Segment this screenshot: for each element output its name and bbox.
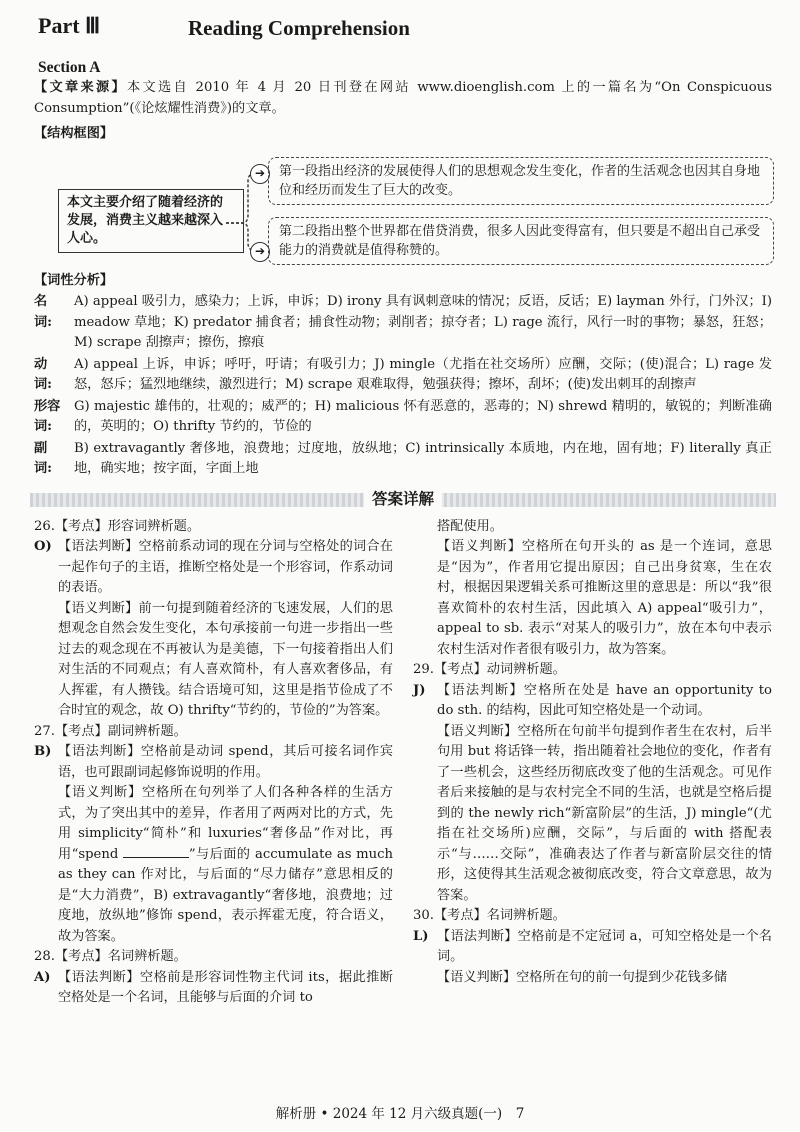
answer-blank xyxy=(123,845,189,858)
semantic-text: 【语义判断】空格所在句列举了人们各种各样的生活方式，为了突出其中的差异，作者用了两两对比的方式，先用 simplicity“简朴”和 luxuries“奢侈品”作对比，再用“spend xyxy=(58,785,393,862)
structure-tag: 【结构框图】 xyxy=(34,126,114,141)
structure-main-box: 本文主要介绍了随着经济的发展，消费主义越来越深入人心。 xyxy=(58,189,244,253)
pos-text: G) majestic 雄伟的，壮观的；威严的；H) malicious 怀有恶意的，恶毒的；N) shrewd 精明的，敏锐的；判断准确的，英明的；O) thrifty 节约的，节俭的 xyxy=(74,398,772,434)
pos-text: B) extravagantly 奢侈地，浪费地；过度地，放纵地；C) intrinsically 本质地，内在地，固有地；F) literally 真正地，确实地；按字面，字面上地 xyxy=(74,440,772,476)
q27-semantic xyxy=(34,783,393,947)
pos-adverb xyxy=(34,439,772,480)
q27-grammar xyxy=(34,742,393,783)
pos-label: 名 词: xyxy=(34,294,61,330)
part-title: Reading Comprehension xyxy=(188,16,410,40)
grammar-text: 【语法判断】空格所在处是 have an opportunity to do sth. 的结构，因此可知空格处是一个动词。 xyxy=(437,682,772,718)
q26-heading: 26.【考点】形容词辨析题。 xyxy=(34,518,201,534)
article-source xyxy=(34,78,772,119)
part-label: Part Ⅲ xyxy=(38,13,101,38)
answer-letter: L) xyxy=(413,928,429,944)
q29-grammar xyxy=(413,681,772,722)
q29-heading: 29.【考点】动词辨析题。 xyxy=(413,662,566,677)
q28-continued: 搭配使用。 xyxy=(437,518,503,534)
grammar-text: 【语法判断】空格前是形容词性物主代词 its，据此推断空格处是一个名词，且能够与后面的介词 to xyxy=(58,969,393,1005)
answer-letter: O) xyxy=(34,539,52,554)
q30-grammar xyxy=(413,927,772,968)
structure-para2-box: 第二段指出整个世界都在借贷消费，很多人因此变得富有，但只要是不超出自己承受能力的消费就是值得称赞的。 xyxy=(268,217,774,265)
arrow-right-icon: ➔ xyxy=(250,242,270,262)
q26-grammar xyxy=(34,537,393,599)
answer-columns xyxy=(34,517,772,1009)
grammar-text: 【语法判断】空格前系动词的现在分词与空格处的词合在一起作句子的主语，推断空格处是一个形容词，作系动词的表语。 xyxy=(58,539,393,595)
q28-semantic: 【语义判断】空格所在句开头的 as 是一个连词，意思是“因为”，作者用它提出原因；自己出身贫寒，生在农村，根据因果逻辑关系可推断这里的意思是：所以“我”很喜欢简朴的农村生活，因此填入 A) appeal“吸引力”，appeal to sb. 表示“对某人的吸引力”，放在本句中表示农村生活对作者很有吸引力，故为答案。 xyxy=(437,539,772,657)
pos-label: 副 词: xyxy=(34,440,61,476)
source-text: 本文选自 2010 年 4 月 20 日刊登在网站 www.dioenglish.com 上的一篇名为“On Conspicuous Consumption”(《论炫耀性消费》)的文章。 xyxy=(34,80,773,116)
q28-heading: 28.【考点】名词辨析题。 xyxy=(34,949,187,964)
q27-heading: 27.【考点】副词辨析题。 xyxy=(34,723,187,739)
pos-label: 形容词: xyxy=(34,398,61,434)
q28-grammar xyxy=(34,968,393,1009)
pos-tag: 【词性分析】 xyxy=(34,272,114,288)
answer-letter: J) xyxy=(413,682,426,698)
page xyxy=(34,12,772,1009)
answer-letter: A) xyxy=(34,969,51,985)
right-column xyxy=(413,517,772,1009)
left-column xyxy=(34,517,393,1009)
grammar-text: 【语法判断】空格前是不定冠词 a，可知空格处是一个名词。 xyxy=(437,928,772,964)
answers-banner xyxy=(34,487,772,513)
source-tag: 【文章来源】 xyxy=(34,80,128,95)
pos-text: A) appeal 上诉，申诉；呼吁，吁请；有吸引力；J) mingle（尤指在社交场所）应酬，交际；(使)混合；L) rage 发怒，怒斥；猛烈地继续，激烈进行；M) scrape 艰难取得，勉强获得；擦坏，刮坏；(使)发出刺耳的刮擦声 xyxy=(74,356,772,392)
pos-text: A) appeal 吸引力，感染力；上诉，申诉；D) irony 具有讽刺意味的情况；反语，反话；E) layman 外行，门外汉；I) meadow 草地；K) predator 捕食者；捕食性动物；剥削者；掠夺者；L) rage 流行，风行一时的事物；暴怒，狂怒；M) scrape 刮擦声；擦伤，擦痕 xyxy=(74,294,772,350)
q26-semantic: 【语义判断】前一句提到随着经济的飞速发展，人们的思想观念自然会发生变化，本句承接前一句进一步指出一些过去的观念现在不再被认为是美德，下一句接着指出人们对生活的不同观点；有人喜欢简朴，有人喜欢奢侈品，有人挥霍，有人攒钱。结合语境可知，这里是指节俭成了不合时宜的观念，故 O) thrifty“节约的，节俭的”为答案。 xyxy=(58,600,393,718)
section-title: Section A xyxy=(38,59,101,76)
answer-letter: B) xyxy=(34,744,52,759)
pos-verb xyxy=(34,355,772,396)
pos-adjective xyxy=(34,397,772,438)
q30-heading: 30.【考点】名词辨析题。 xyxy=(413,908,566,923)
semantic-text: ”与后面的 accumulate as much as they can 作对比，与后面的“尽力储存”意思相反的是“大力消费”，B) extravagantly“奢侈地，浪费地；过度地，放纵地”修饰 spend，表示挥霍无度，符合语义，故为答案。 xyxy=(58,846,393,944)
answers-title: 答案详解 xyxy=(364,487,442,511)
structure-diagram xyxy=(34,151,772,267)
structure-para1-box: 第一段指出经济的发展使得人们的思想观念发生变化，作者的生活观念也因其自身地位和经历而发生了巨大的改变。 xyxy=(268,157,774,205)
arrow-right-icon: ➔ xyxy=(250,164,270,184)
q30-semantic: 【语义判断】空格所在句的前一句提到少花钱多储 xyxy=(437,969,728,985)
pos-noun xyxy=(34,292,772,354)
pos-label: 动 词: xyxy=(34,356,61,392)
grammar-text: 【语法判断】空格前是动词 spend，其后可接名词作宾语，也可跟副词起修饰说明的作用。 xyxy=(58,744,393,780)
q29-semantic: 【语义判断】空格所在句前半句提到作者生在农村，后半句用 but 将话锋一转，指出随着社会地位的变化，作者有了一些机会，这些经历彻底改变了他的生活观念。可见作者后来接触的是与农村完全不同的生活，也就是空格后提到的 the newly rich“新富阶层”的生活，J) mingle“(尤指在社交场所)应酬，交际”，与后面的 with 搭配表示“与……交际”，准确表达了作者与新富阶层交往的情形，这使得其生活观念被彻底改变，符合文章意思，故为答案。 xyxy=(437,723,772,903)
part-header xyxy=(34,12,772,52)
page-footer: 解析册 • 2024 年 12 月六级真题(一) 7 xyxy=(275,1106,525,1122)
